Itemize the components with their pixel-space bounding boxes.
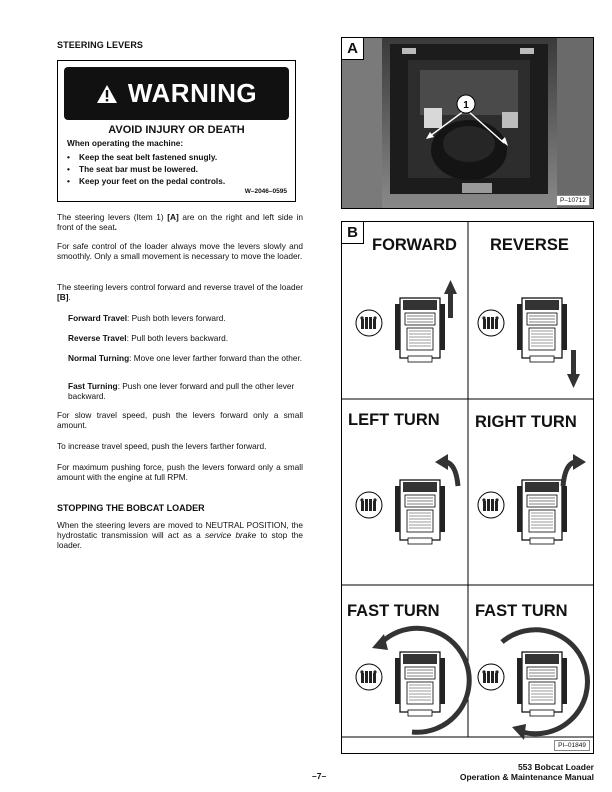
page-number: –7– [312, 771, 327, 781]
panel-label-left-turn: LEFT TURN [348, 411, 440, 429]
figure-a-letter: A [342, 38, 364, 60]
figure-b-letter: B [342, 222, 364, 244]
warning-item: • Keep the seat belt fastened snugly. [67, 152, 218, 162]
warning-code: W–2046–0595 [244, 188, 287, 195]
paragraph-lever-control: The steering levers control forward and reverse travel of the loader [B]. [57, 282, 303, 303]
figure-b-ref: PI–01849 [554, 740, 590, 751]
item-normal-turning: Normal Turning: Move one lever farther forward than the other. [68, 353, 303, 363]
figure-a-ref: P–10712 [556, 195, 590, 206]
panel-label-fast-turn-left: FAST TURN [347, 602, 440, 620]
section-title-steering-levers: STEERING LEVERS [57, 40, 144, 50]
right-turn-arrow-icon [563, 454, 586, 486]
figure-a-callout: 1 [463, 100, 469, 111]
paragraph-increase-speed: To increase travel speed, push the levers farther forward. [57, 441, 267, 451]
paragraph-safe-control: For safe control of the loader always move the levers slowly and smoothly. Only a small movement is necessary to move the loader. [57, 241, 303, 262]
bullet-icon: • [67, 152, 70, 162]
footer-manual-subtitle: Operation & Maintenance Manual [459, 772, 594, 782]
paragraph-max-force: For maximum pushing force, push the levers forward only a small amount with the engine at full RPM. [57, 462, 303, 483]
panel-label-forward: FORWARD [372, 236, 457, 254]
warning-item: • Keep your feet on the pedal controls. [67, 176, 226, 186]
paragraph-slow-speed: For slow travel speed, push the levers forward only a small amount. [57, 410, 303, 431]
warning-avoid-line: AVOID INJURY OR DEATH [108, 124, 245, 136]
paragraph-stopping: When the steering levers are moved to NEUTRAL POSITION, the hydrostatic transmission will act as a service brake to stop the loader. [57, 520, 303, 551]
figure-a-image [342, 38, 594, 209]
paragraph-lever-location: The steering levers (Item 1) [A] are on the right and left side in front of the seat. [57, 212, 303, 233]
bullet-icon: • [67, 176, 70, 186]
bullet-icon: • [67, 164, 70, 174]
item-forward-travel: Forward Travel: Push both levers forward. [68, 313, 226, 323]
warning-banner [64, 67, 289, 120]
warning-list [67, 151, 225, 187]
warning-when-line: When operating the machine: [67, 138, 184, 148]
panel-label-right-turn: RIGHT TURN [475, 413, 577, 431]
forward-arrow-icon [444, 280, 457, 318]
footer-manual-title: 553 Bobcat Loader [517, 762, 594, 772]
figure-a-photo [341, 37, 594, 209]
panel-label-fast-turn-right: FAST TURN [475, 602, 568, 620]
item-reverse-travel: Reverse Travel: Pull both levers backward. [68, 333, 229, 343]
warning-item: • The seat bar must be lowered. [67, 164, 198, 174]
item-fast-turning: Fast Turning: Push one lever forward and pull the other lever backward. [68, 381, 295, 402]
reverse-arrow-icon [567, 350, 580, 388]
panel-label-reverse: REVERSE [490, 236, 569, 254]
figure-b-diagram [341, 221, 594, 754]
figure-b-grid [342, 222, 594, 754]
warning-word: WARNING [127, 78, 258, 108]
warning-box [57, 60, 296, 202]
warning-triangle-icon [96, 84, 118, 104]
section-title-stopping: STOPPING THE BOBCAT LOADER [57, 503, 205, 513]
